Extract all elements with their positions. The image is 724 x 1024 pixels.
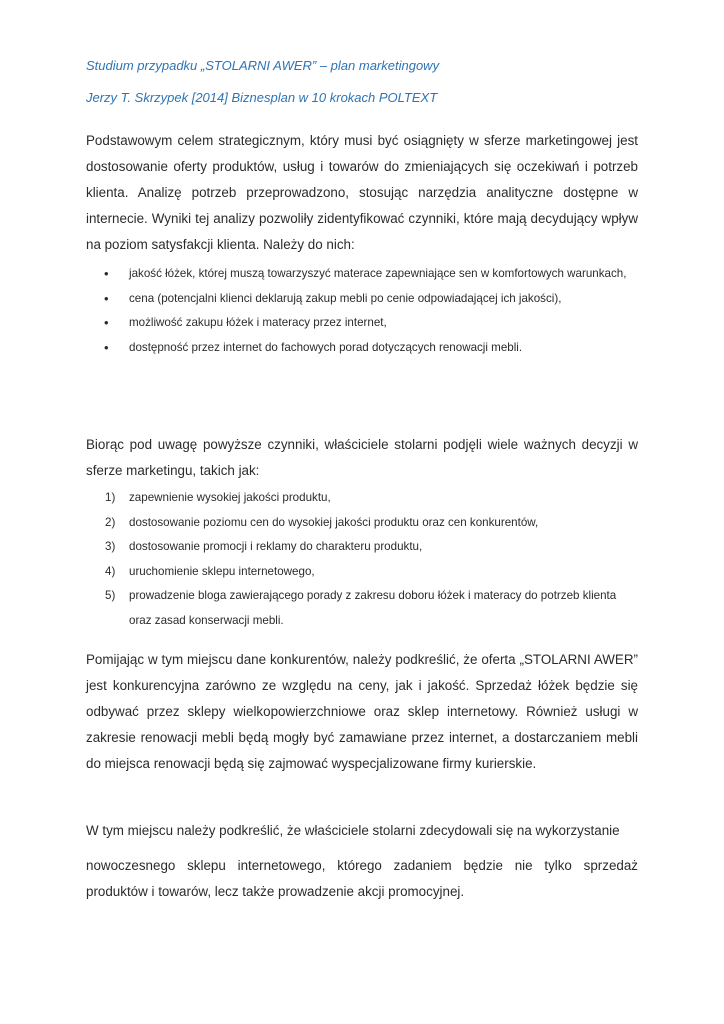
decisions-numbered-list (86, 486, 638, 633)
paragraph-online-store-intro: W tym miejscu należy podkreślić, że właściciele stolarni zdecydowali się na wykorzystanie (86, 823, 620, 838)
bullet-icon: • (104, 266, 109, 281)
bullet-icon: • (104, 290, 109, 306)
list-item: • cena (potencjalni klienci deklarują zakup mebli po cenie odpowiadającej ich jakości), (86, 287, 638, 312)
paragraph-decisions: Biorąc pod uwagę powyższe czynniki, właściciele stolarni podjęli wiele ważnych decyzji w sferze marketingu, takich jak: (86, 437, 638, 478)
factors-bullet-list (86, 262, 638, 360)
bullet-icon: • (104, 315, 109, 330)
list-item: • dostępność przez internet do fachowych porad dotyczących renowacji mebli. (86, 336, 638, 361)
list-item: 1) zapewnienie wysokiej jakości produktu, (105, 491, 331, 504)
case-study-title: Studium przypadku „STOLARNI AWER” – plan marketingowy (86, 58, 440, 73)
list-item: 5) prowadzenie bloga zawierającego porady z zakresu doboru łóżek i materacy do potrzeb klienta oraz zasad konserwacji mebli. (105, 589, 617, 627)
list-item: 2) dostosowanie poziomu cen do wysokiej jakości produktu oraz cen konkurentów, (105, 515, 539, 529)
source-citation: Jerzy T. Skrzypek [2014] Biznesplan w 10 krokach POLTEXT (86, 90, 438, 105)
list-item: 4) uruchomienie sklepu internetowego, (105, 564, 315, 578)
list-item: • możliwość zakupu łóżek i materacy przez internet, (86, 311, 638, 336)
paragraph-competition: Pomijając w tym miejscu dane konkurentów, należy podkreślić, że oferta „STOLARNI AWER” jest konkurencyjna zarówno ze względu na ceny, jak i jakość. Sprzedaż łóżek będzie się odbywać przez sklepy wielkopowierzchniowe oraz sklep internetowy. Również usługi w zakresie renowacji mebli będą mogły być zamawiane przez internet, a dostarczaniem mebli do miejsca renowacji będą się zajmować wyspecjalizowane firmy kurierskie. (86, 652, 638, 771)
list-item: 3) dostosowanie promocji i reklamy do charakteru produktu, (105, 540, 423, 553)
bullet-icon: • (104, 339, 109, 355)
paragraph-online-store: nowoczesnego sklepu internetowego, którego zadaniem będzie nie tylko sprzedaż produktów i towarów, lecz także prowadzenie akcji promocyjnej. (86, 858, 638, 899)
list-item: • jakość łóżek, której muszą towarzyszyć materace zapewniające sen w komfortowych warunkach, (86, 262, 638, 287)
paragraph-strategic-goal: Podstawowym celem strategicznym, który musi być osiągnięty w sferze marketingowej jest dostosowanie oferty produktów, usług i towarów do zmieniających się oczekiwań i potrzeb klienta. Analizę potrzeb przeprowadzono, stosując narzędzia analityczne dostępne w internecie. Wyniki tej analizy pozwoliły zidentyfikować czynniki, które mają decydujący wpływ na poziom satysfakcji klienta. Należy do nich: (86, 133, 638, 252)
